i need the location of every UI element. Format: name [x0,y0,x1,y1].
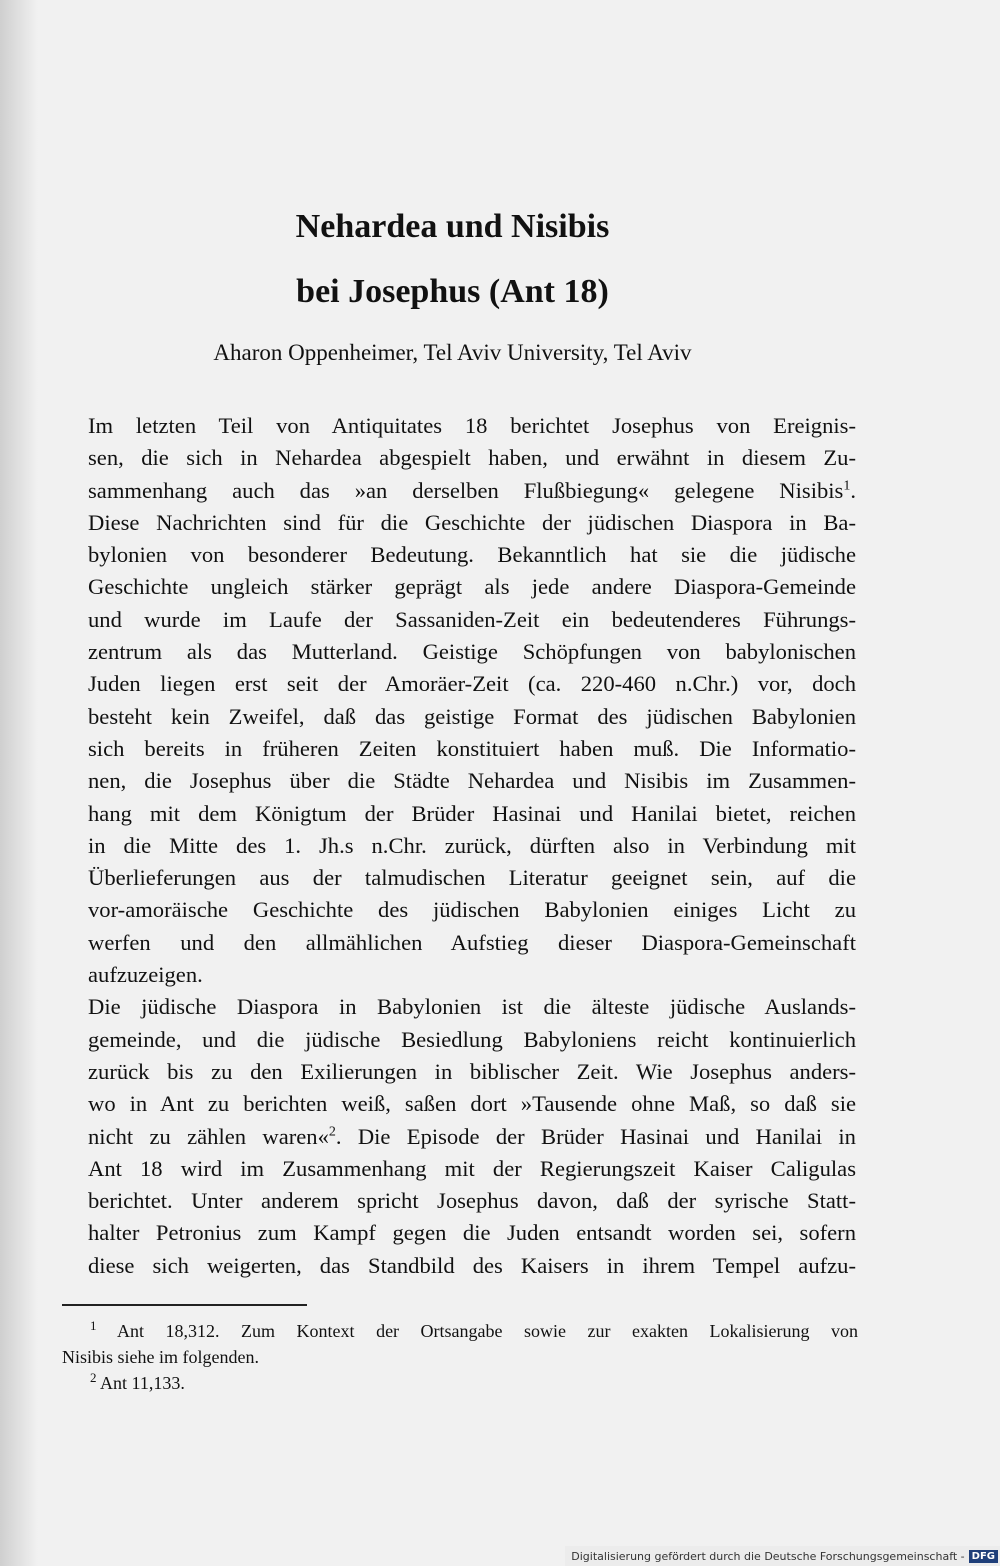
title-line-1: Nehardea und Nisibis [295,208,610,245]
footnote-ref-1[interactable]: 1 [843,478,851,494]
text-line: in die Mitte des 1. Jh.s n.Chr. zurück, dürften also in Verbindung mit [88,832,856,858]
footnote-mark-1: 1 [90,1318,97,1333]
text-line: Juden liegen erst seit der Amoräer-Zeit (ca. 220-460 n.Chr.) vor, doch [88,671,856,697]
text-line: bylonien von besonderer Bedeutung. Bekanntlich hat sie die jüdische [88,542,856,568]
digitization-credit [565,1546,1000,1566]
text-line: sen, die sich in Nehardea abgespielt haben, und erwähnt in diesem Zu- [88,445,856,471]
text-line: zentrum als das Mutterland. Geistige Schöpfungen von babylonischen [88,639,856,665]
author-affiliation: Aharon Oppenheimer, Tel Aviv University, Tel Aviv [213,340,692,365]
text-line: wo in Ant zu berichten weiß, saßen dort »Tausende ohne Maß, so daß sie [88,1091,856,1117]
text-line [88,1121,856,1153]
text-line: Die jüdische Diaspora in Babylonien ist die älteste jüdische Auslands- [88,994,856,1020]
text-span: . Die Episode der Brüder Hasinai und Hanilai in [335,1123,856,1149]
text-span: sammenhang auch das »an derselben Flußbiegung« gelegene Nisibis [88,477,844,503]
text-line: diese sich weigerten, das Standbild des Kaisers in ihrem Tempel aufzu- [88,1252,856,1278]
text-span: . [850,477,856,503]
text-line: Geschichte ungleich stärker geprägt als jede andere Diaspora-Gemeinde [88,574,856,600]
footnotes [62,1318,858,1396]
title-line-2: bei Josephus (Ant 18) [296,273,609,310]
footnote-mark-2: 2 [90,1370,97,1385]
text-line: besteht kein Zweifel, daß das geistige Format des jüdischen Babylonien [88,703,856,729]
dfg-logo-icon: DFG [969,1550,998,1563]
footnote-2-text: Ant 11,133. [100,1373,185,1393]
text-line: Im letzten Teil von Antiquitates 18 berichtet Josephus von Ereignis- [88,413,856,438]
article-body [88,410,856,1282]
text-line: nen, die Josephus über die Städte Nehardea und Nisibis im Zusammen- [88,768,856,794]
footnote-1-text: Ant 18,312. Zum Kontext der Ortsangabe sowie zur exakten Lokalisierung von [117,1321,859,1341]
footnote-1 [62,1318,858,1344]
footnote-2 [62,1370,858,1396]
text-line: aufzuzeigen. [88,962,203,988]
footnote-separator [62,1304,307,1306]
text-line: Ant 18 wird im Zusammenhang mit der Regierungszeit Kaiser Caligulas [88,1155,856,1181]
text-line: Überlieferungen aus der talmudischen Literatur geeignet sein, auf die [88,865,856,891]
text-line: hang mit dem Königtum der Brüder Hasinai und Hanilai bietet, reichen [88,800,856,826]
text-line: berichtet. Unter anderem spricht Josephus davon, daß der syrische Statt- [88,1188,856,1214]
paragraph-2 [88,991,856,1282]
text-line [88,475,856,507]
text-line: sich bereits in früheren Zeiten konstituiert haben muß. Die Informatio- [88,735,856,761]
text-line: und wurde im Laufe der Sassaniden-Zeit ein bedeutenderes Führungs- [88,606,856,632]
text-line: Diese Nachrichten sind für die Geschichte der jüdischen Diaspora in Ba- [88,509,856,535]
paragraph-1 [88,410,856,991]
footnote-ref-2[interactable]: 2 [328,1124,336,1139]
footnote-1-continuation: Nisibis siehe im folgenden. [62,1347,259,1367]
text-line: zurück bis zu den Exilierungen in biblischer Zeit. Wie Josephus anders- [88,1058,856,1084]
text-line: halter Petronius zum Kampf gegen die Juden entsandt worden sei, sofern [88,1220,856,1246]
text-span: nicht zu zählen waren« [88,1123,329,1149]
text-line: gemeinde, und die jüdische Besiedlung Babyloniens reicht kontinuierlich [88,1026,856,1052]
text-line: vor-amoräische Geschichte des jüdischen Babylonien einiges Licht zu [88,897,856,923]
text-line: werfen und den allmählichen Aufstieg dieser Diaspora-Gemeinschaft [88,929,856,955]
credit-text: Digitalisierung gefördert durch die Deutsche Forschungsgemeinschaft - [571,1549,965,1563]
